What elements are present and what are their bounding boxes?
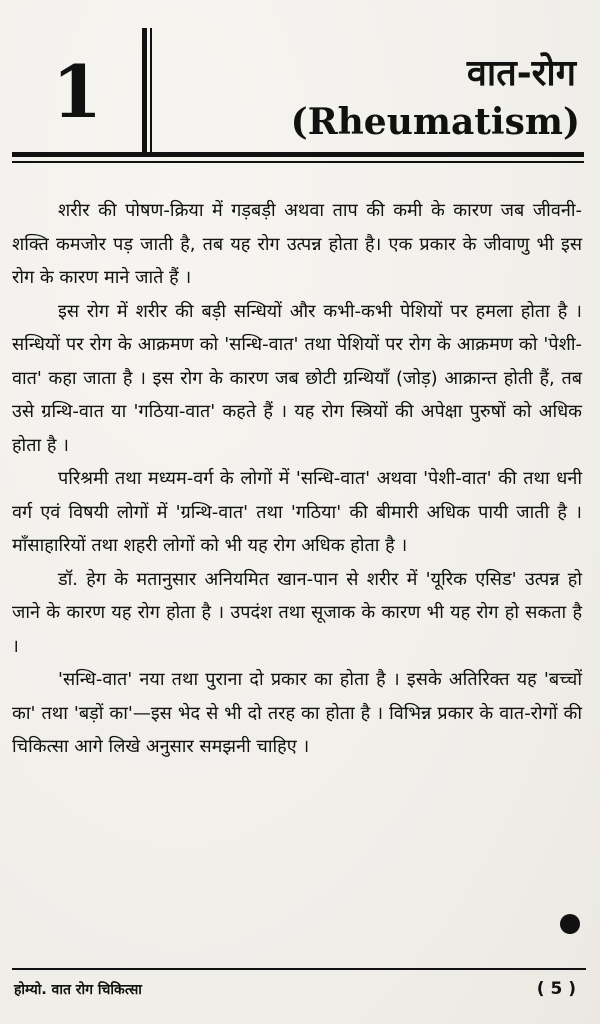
chapter-title-hindi: वात-रोग [466,53,576,94]
footer-page-number: ( 5 ) [536,979,576,999]
chapter-body [12,194,582,764]
paragraph: परिश्रमी तथा मध्यम-वर्ग के लोगों में 'सन्धि-वात' अथवा 'पेशी-वात' की तथा धनी वर्ग एवं विषयी लोगों में 'ग्रन्थि-वात' तथा 'गठिया' की बीमारी अधिक पायी जाती है । माँसाहारियों तथा शहरी लोगों को भी यह रोग अधिक होता है । [12,468,582,556]
chapter-title-english: (Rheumatism) [290,101,580,143]
header-rule-thin [12,161,584,163]
header-rule-thick [12,152,584,157]
section-end-bullet-icon [560,914,580,934]
footer-rule [12,968,586,970]
paragraph: डॉ. हेग के मतानुसार अनियमित खान-पान से शरीर में 'यूरिक एसिड' उत्पन्न हो जाने के कारण यह रोग होता है । उपदंश तथा सूजाक के कारण भी यह रोग हो सकता है । [12,568,582,657]
paragraph: शरीर की पोषण-क्रिया में गड़बड़ी अथवा ताप की कमी के कारण जब जीवनी-शक्ति कमजोर पड़ जाती है, तब यह रोग उत्पन्न होता है। एक प्रकार के जीवाणु भी इस रोग के कारण माने जाते हैं । [12,200,582,288]
paragraph: इस रोग में शरीर की बड़ी सन्धियों और कभी-कभी पेशियों पर हमला होता है । सन्धियों पर रोग के आक्रमण को 'सन्धि-वात' तथा पेशियों पर रोग के आक्रमण को 'पेशी-वात' कहा जाता है । इस रोग के कारण जब छोटी ग्रन्थियाँ (जोड़) आक्रान्त होती हैं, तब उसे ग्रन्थि-वात या 'गठिया-वात' कहते हैं । यह रोग स्त्रियों की अपेक्षा पुरुषों को अधिक होता है । [12,300,582,456]
chapter-number: 1 [52,49,101,134]
header-divider-thick [142,28,147,154]
footer-book-title: होम्यो. वात रोग चिकित्सा [14,982,142,998]
header-divider-thin [150,28,152,154]
paragraph: 'सन्धि-वात' नया तथा पुराना दो प्रकार का होता है । इसके अतिरिक्त यह 'बच्चों का' तथा 'बड़ों का'—इस भेद से भी दो तरह का होता है । विभिन्न प्रकार के वात-रोगों की चिकित्सा आगे लिखे अनुसार समझनी चाहिए । [12,669,582,757]
